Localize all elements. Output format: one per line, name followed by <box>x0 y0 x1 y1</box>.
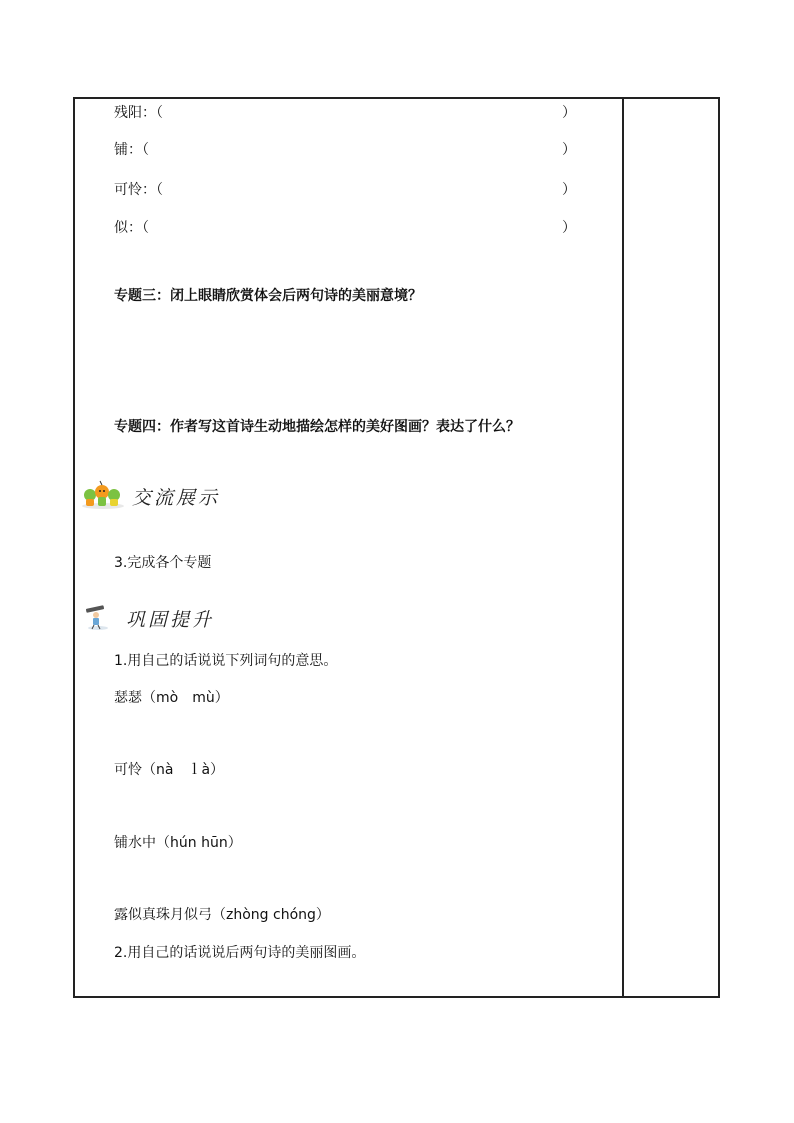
section-title-exchange: 交流展示 <box>132 487 221 509</box>
section-title-consolidate: 巩固提升 <box>126 609 215 631</box>
task-three: 3.完成各个专题 <box>114 555 212 571</box>
word-item: 露似真珠月似弓（zhòng chóng） <box>114 907 330 923</box>
vocab-close-paren: ） <box>562 220 576 236</box>
vocab-term: 似：（ <box>114 220 149 236</box>
vocab-close-paren: ） <box>562 105 576 121</box>
question-one: 1.用自己的话说说下列词句的意思。 <box>114 653 338 669</box>
kids-group-icon <box>80 480 126 510</box>
vocab-term: 铺：（ <box>114 142 149 158</box>
telescope-figure-icon <box>82 601 128 631</box>
question-two: 2.用自己的话说说后两句诗的美丽图画。 <box>114 945 366 961</box>
vocab-close-paren: ） <box>562 182 576 198</box>
vocab-term: 可怜：（ <box>114 182 163 198</box>
topic-three-question: 专题三：闭上眼睛欣赏体会后两句诗的美丽意境？ <box>114 288 422 304</box>
word-item: 铺水中（hún hūn） <box>114 835 242 851</box>
section-banner-consolidate <box>80 601 280 631</box>
vocab-close-paren: ） <box>562 142 576 158</box>
word-item: 瑟瑟（mò mù） <box>114 690 229 706</box>
topic-four-question: 专题四：作者写这首诗生动地描绘怎样的美好图画？表达了什么？ <box>114 419 520 435</box>
word-item: 可怜（nà ｌà） <box>114 762 225 778</box>
vocab-term: 残阳：（ <box>114 105 163 121</box>
section-banner-exchange <box>80 480 280 510</box>
column-divider <box>622 97 624 998</box>
